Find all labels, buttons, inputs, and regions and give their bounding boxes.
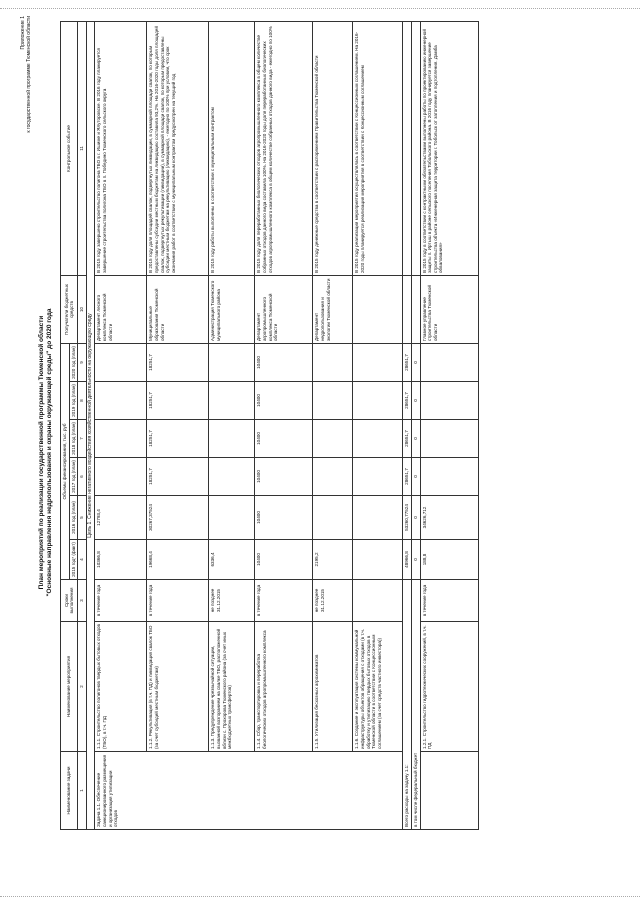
value-2017	[209, 458, 255, 496]
appendix-note	[20, 16, 32, 133]
header-2017: 2017 год (план)	[69, 458, 78, 496]
title-line: "Основные направления недропользования и охраны окружающей среды" до 2020 года	[46, 308, 53, 597]
header-2019: 2019 год (план)	[69, 382, 78, 420]
value-2020	[353, 344, 403, 382]
table-row	[209, 22, 255, 830]
header-task: Наименование задачи	[61, 752, 78, 830]
title-line: План мероприятий по реализации государственной программы Тюменской области	[38, 315, 45, 590]
empty-cell	[420, 752, 478, 830]
measure-name: 1.1.3. Предупреждение чрезвычайной ситуации, вызванной возгоранием на свалке ТБО, расположенной вблизи с. Прохорова Тюменского района (за счет иных межбюджетных трансфертов)	[209, 622, 255, 752]
value-2019	[313, 382, 353, 420]
header-2016: 2016 год (план)	[69, 496, 78, 540]
value-2019	[353, 382, 403, 420]
table-row	[255, 22, 313, 830]
value-2017	[353, 458, 403, 496]
recipient-cell: Муниципальные образования Тюменской области	[147, 276, 209, 344]
column-number-row	[78, 22, 87, 830]
total-2018: 28651,7	[403, 420, 412, 458]
column-number: 2	[78, 622, 87, 752]
value-2020: 10400	[255, 344, 313, 382]
measure-name: 1.1.6. Создание и эксплуатация системы коммунальной инфраструктуры объектов обращения с отходами (в т.ч. обработку и утилизацию твердых бытовых отходов в Тюменской области в соответствии с Концессионным соглашением (за счет средств частного инвестора))	[353, 622, 403, 752]
header-measure: Наименование мероприятия	[61, 622, 78, 752]
column-number: 8	[78, 382, 87, 420]
value-2015: 2195,2	[313, 540, 353, 580]
column-number: 7	[78, 420, 87, 458]
total-2020: 28651,7	[403, 344, 412, 382]
measure-name: 1.2.1. Строительство гидротехнических сооружений, в т.ч. ПД	[420, 622, 478, 752]
column-number: 1	[78, 752, 87, 830]
table-row	[353, 22, 403, 830]
value-2016	[353, 496, 403, 540]
table-row	[95, 22, 147, 830]
deadline-cell	[353, 580, 403, 622]
table-row	[147, 22, 209, 830]
measure-name: 1.1.4. Сбор, транспортировка и переработка биологических отходов агропромышленного комплекса	[255, 622, 313, 752]
appendix-line: Приложение 1	[20, 16, 26, 50]
value-2020	[420, 344, 478, 382]
header-funding: Объемы финансирования, тыс. руб	[61, 344, 70, 580]
empty-cell	[403, 276, 412, 344]
value-2018	[209, 420, 255, 458]
value-2019	[95, 382, 147, 420]
deadline-cell: не позднее 31.12.2015	[313, 580, 353, 622]
value-2015: 10366,8	[95, 540, 147, 580]
recipient-cell: Департамент агропромышленного комплекса Тюменской области	[255, 276, 313, 344]
value-2015: 10400	[255, 540, 313, 580]
value-2017	[420, 458, 478, 496]
value-2019	[420, 382, 478, 420]
value-2020	[95, 344, 147, 382]
value-2018	[95, 420, 147, 458]
recipient-cell: Главное управление строительства Тюменской области	[420, 276, 478, 344]
value-2017: 18251,7	[147, 458, 209, 496]
total-2017: 28651,7	[403, 458, 412, 496]
column-number: 10	[78, 276, 87, 344]
goal-text: Цель 1. Снижение негативного воздействия хозяйственной деятельности на окружающую среду	[86, 22, 95, 830]
value-2017	[95, 458, 147, 496]
federal-row	[411, 22, 420, 830]
recipient-cell	[353, 276, 403, 344]
deadline-cell: в течение года	[420, 580, 478, 622]
header-2018: 2018 год (план)	[69, 420, 78, 458]
recipient-cell: Департамент недропользования и экологии Тюменской области	[313, 276, 353, 344]
column-number: 9	[78, 344, 87, 382]
value-2018	[313, 420, 353, 458]
federal-2017: 0	[411, 458, 420, 496]
value-2020	[209, 344, 255, 382]
value-2015: 19668,4	[147, 540, 209, 580]
value-2016: 34626,712	[420, 496, 478, 540]
total-2015: 48966,8	[403, 540, 412, 580]
empty-cell	[411, 276, 420, 344]
header-deadline: Сроки выполнения	[61, 580, 78, 622]
measure-name: 1.1.5. Утилизация бесхозных агрохимикатов	[313, 622, 353, 752]
scan-edge	[0, 896, 640, 897]
control-event: В 2015 году завершено строительство полигона ТБО в г. Ишиме и Ялуторовске. В 2016 году планируется завершение строительства полигона ТБО в п. Победино Тюменского сельского округа	[95, 22, 147, 276]
value-2019: 18251,7	[147, 382, 209, 420]
deadline-cell: в течение года	[147, 580, 209, 622]
value-2017	[313, 458, 353, 496]
federal-label: в том числе федеральный бюджет	[411, 580, 420, 830]
federal-2016: 0	[411, 496, 420, 540]
column-number: 4	[78, 540, 87, 580]
column-number: 5	[78, 496, 87, 540]
recipient-cell: Департамент лесного комплекса Тюменской области	[95, 276, 147, 344]
measure-name: 1.1.2. Рекультивация (в т.ч. ПД) и ликвидация свалок ТБО (за счет субсидий местным бюджетам)	[147, 622, 209, 752]
value-2019: 10400	[255, 382, 313, 420]
value-2020: 18251,7	[147, 344, 209, 382]
control-event: В 2015 году работы выполнены в соответствии с муниципальным контрактом	[209, 22, 255, 276]
column-number: 6	[78, 458, 87, 496]
empty-cell	[411, 22, 420, 276]
goal-row	[86, 22, 95, 830]
value-2016	[313, 496, 353, 540]
control-event: В 2015 году денежные средства в соответствии с распоряжением Правительства Тюменской области	[313, 22, 353, 276]
task-name: Задача 1.1. Обеспечение санкционированного размещения и организация утилизации отходов	[95, 752, 403, 830]
value-2016: 12793,4	[95, 496, 147, 540]
control-event: В 2015 году реализация мероприятия осуществлялась в соответствии с Концессионным соглашением. На 2016-2020 годы планируется реализация мероприятия в соответствии с Концессионным соглашением	[353, 22, 403, 276]
federal-2019: 0	[411, 382, 420, 420]
value-2018	[420, 420, 478, 458]
appendix-line: к государственной программе Тюменской области	[26, 16, 32, 133]
total-2019: 28651,7	[403, 382, 412, 420]
document-title	[38, 0, 54, 905]
federal-2015: 0	[411, 540, 420, 580]
deadline-cell: в течение года	[95, 580, 147, 622]
value-2016: 30267,37524	[147, 496, 209, 540]
federal-2020: 0	[411, 344, 420, 382]
empty-cell	[403, 22, 412, 276]
header-2020: 2020 год (план)	[69, 344, 78, 382]
header-2015: 2015 год* (факт)	[69, 540, 78, 580]
total-2016: 53260,77524	[403, 496, 412, 540]
measure-name: 1.1.1. Строительство полигонов твердых бытовых отходов (ТБО), в т.ч. ПД	[95, 622, 147, 752]
header-recipient: Получатели бюджетных средств	[61, 276, 78, 344]
deadline-cell: не позднее 31.12.2015	[209, 580, 255, 622]
measures-table	[60, 21, 479, 830]
value-2018: 18251,7	[147, 420, 209, 458]
value-2015	[353, 540, 403, 580]
deadline-cell: в течение года	[255, 580, 313, 622]
value-2016: 10400	[255, 496, 313, 540]
federal-2018: 0	[411, 420, 420, 458]
value-2016	[209, 496, 255, 540]
value-2018: 10400	[255, 420, 313, 458]
recipient-cell: Администрация Тюменского муниципального района	[209, 276, 255, 344]
control-event: В 2015 году доля переработанных биологических отходов агропромышленного комплекса в общем количестве собранных отходов данного вида составила 100%. На 2016-2020 годы доля переработанных биологических отходов агропромышленного комплекса в общем количестве собранных отходов данного вида - ежегодно по 100%	[255, 22, 313, 276]
header-control: Контрольное событие	[61, 22, 78, 276]
column-number: 11	[78, 22, 87, 276]
control-event: В 2015 году в соответствии с контрактными обязательствами выполнены работы по проектированию инженерной защиты п. Иртыш в районе сельского поселения Тобольского района. В 2016 году планируется завершение строительства объекта «Инженерная защита территории г. Тобольск от затопления и подтопления. Дамба обвалования»	[420, 22, 478, 276]
value-2015: 6336,4	[209, 540, 255, 580]
total-label: Всего расходы на задачу 1.1:	[403, 580, 412, 830]
scan-edge	[0, 8, 640, 9]
control-event: В 2015 году доля площадей свалок, подвергнутых ликвидации, в суммарной площади свалок, по которым предоставлены субсидии местным бюджетам на ликвидацию составила 93,2%. На 2016-2020 годы доля площадей свалок, подвергнутых рекультивации (ликвидации), в суммарной площади свалок, по которым предоставлены субсидии местным бюджетам на рекультивацию (ликвидацию), - ежегодно по 100% при условии, что срок окончания работ в соответствии с муниципальным контрактом предусмотрен на текущий год	[147, 22, 209, 276]
value-2015: 188,8	[420, 540, 478, 580]
column-number: 3	[78, 580, 87, 622]
value-2019	[209, 382, 255, 420]
total-row	[403, 22, 412, 830]
value-2017: 10400	[255, 458, 313, 496]
header-row	[61, 22, 70, 830]
value-2020	[313, 344, 353, 382]
value-2018	[353, 420, 403, 458]
table-row	[420, 22, 478, 830]
table-row	[313, 22, 353, 830]
